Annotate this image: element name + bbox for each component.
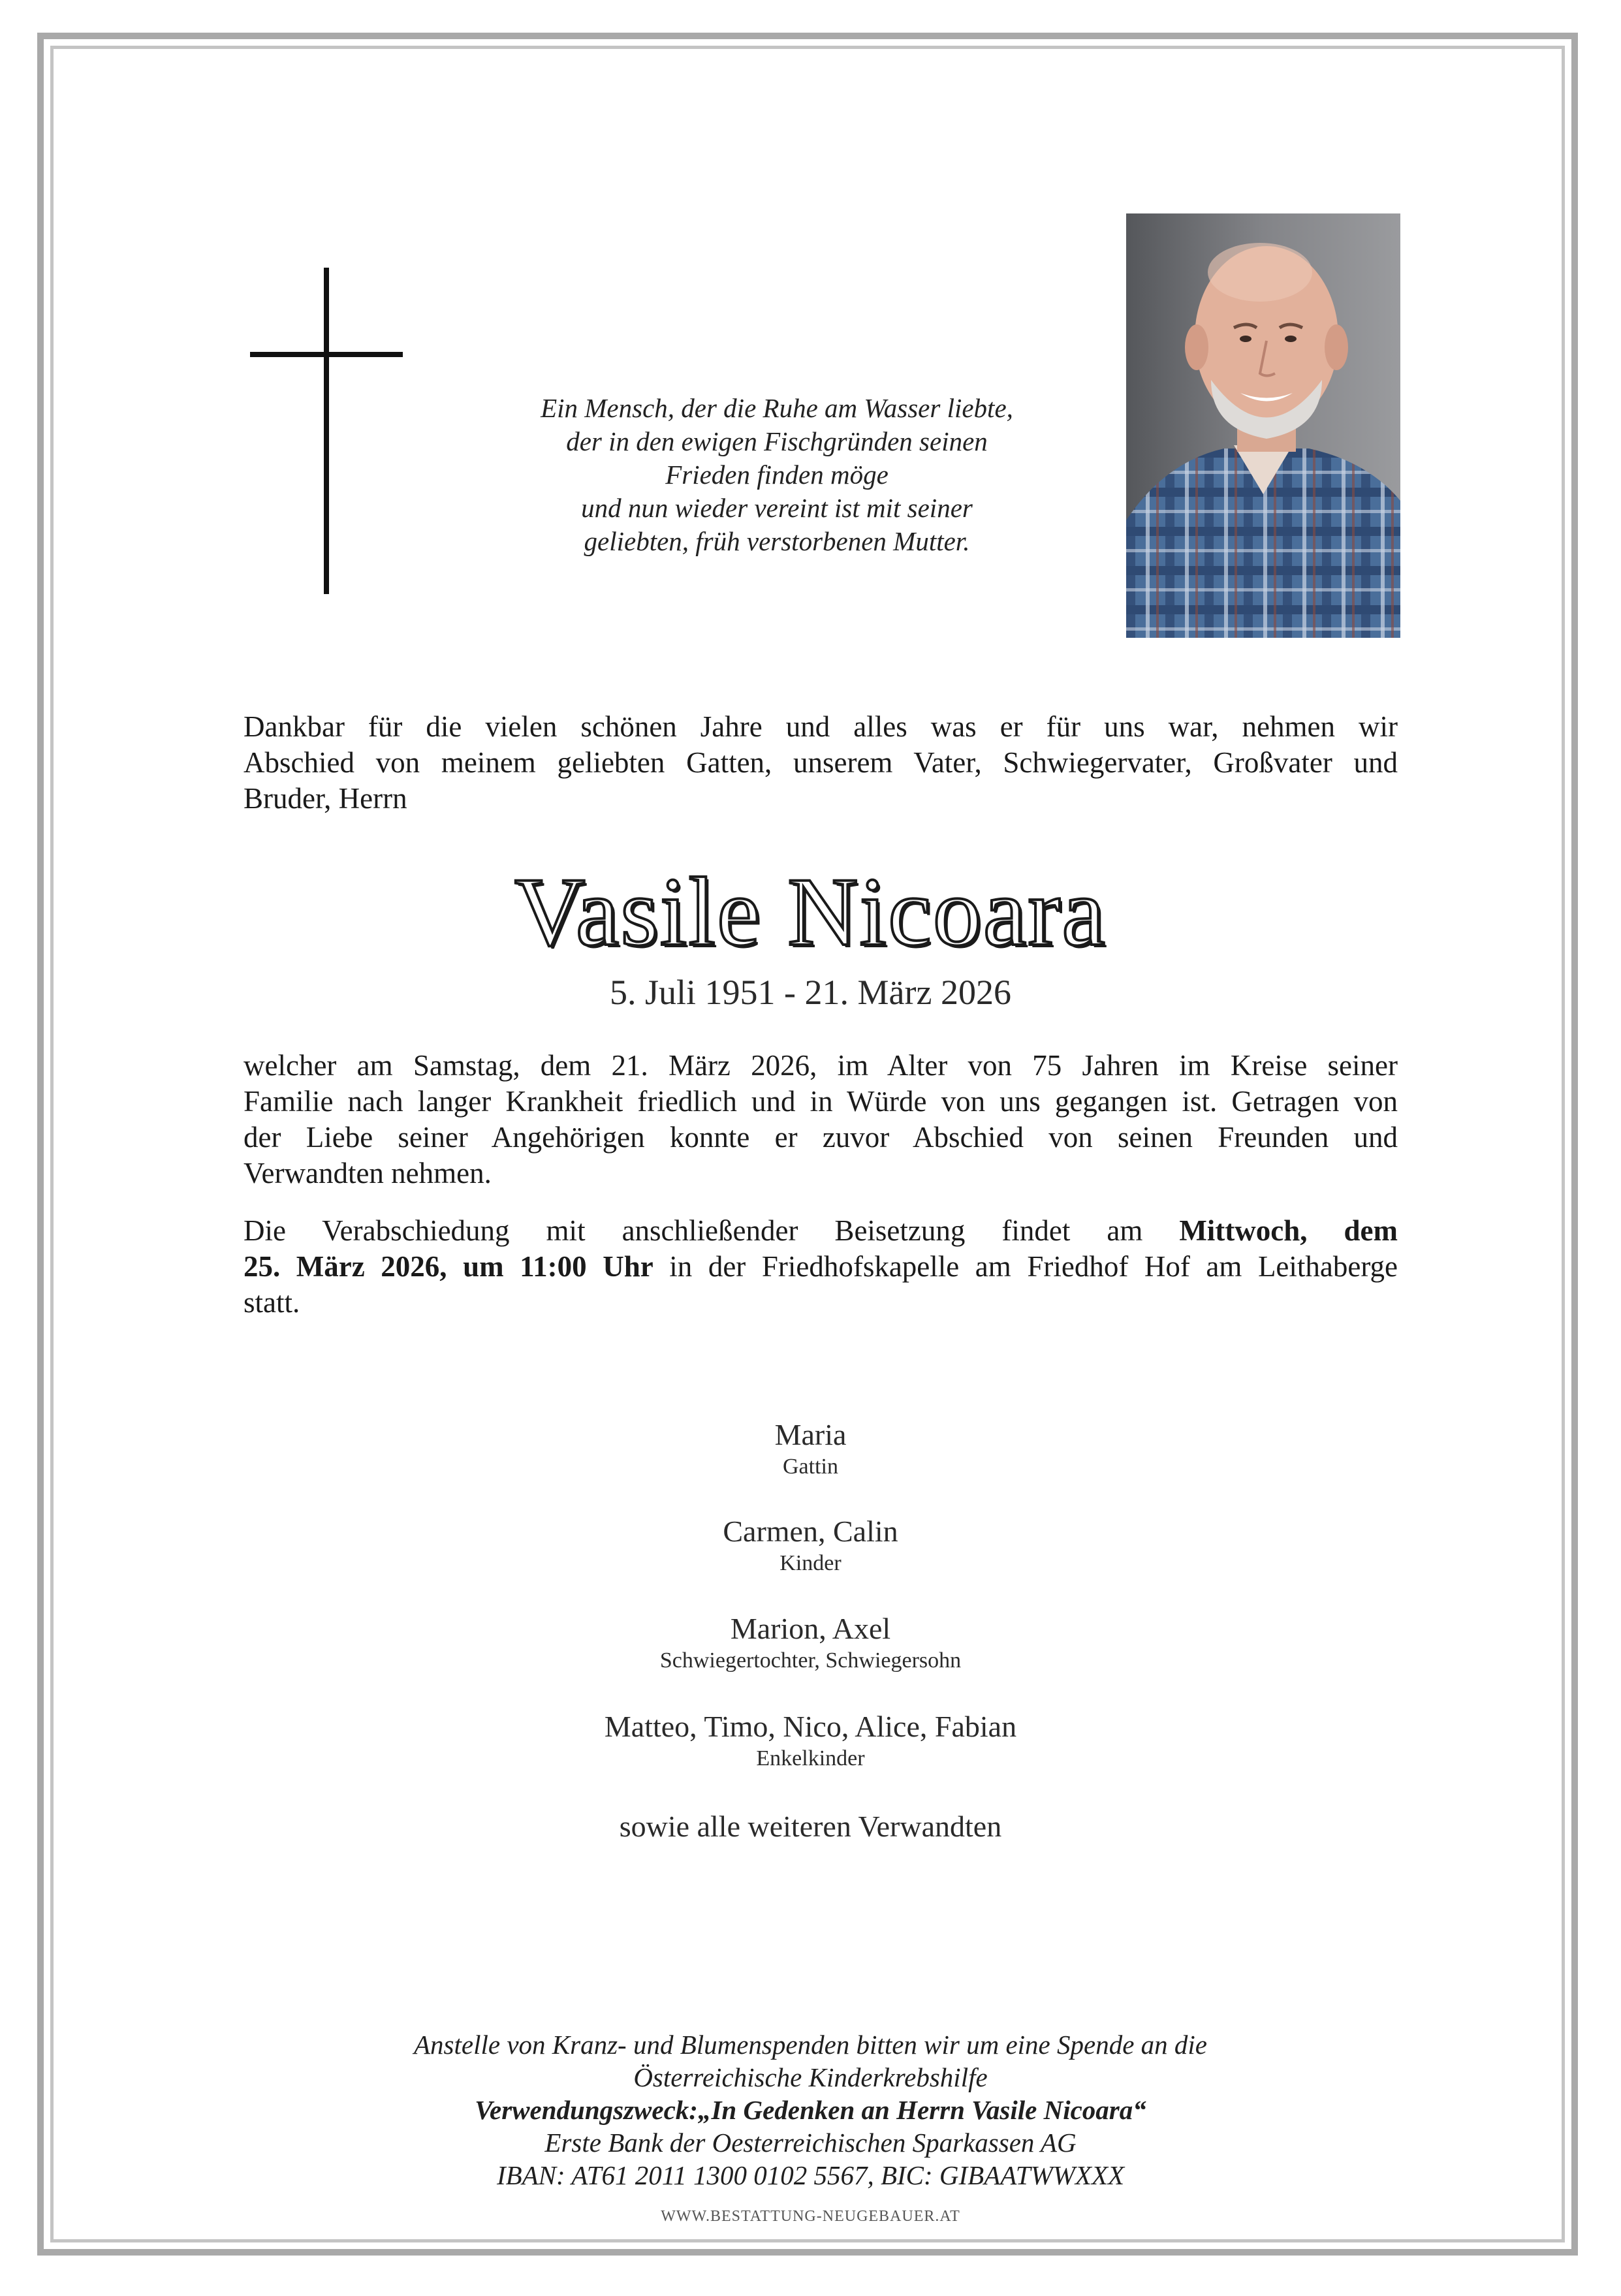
motto-line: Frieden finden möge: [665, 460, 889, 490]
mourner-names: Maria: [774, 1418, 847, 1451]
motto-verse: [450, 392, 1103, 558]
intro-line: Dankbar für die vielen schönen Jahre und alles was er für uns war, nehmen wir: [244, 710, 1398, 743]
mourner-relation: Gattin: [783, 1455, 838, 1479]
funeral-line: [244, 1249, 1398, 1285]
funeral-line: statt.: [244, 1286, 300, 1319]
portrait-illustration: [1126, 213, 1400, 638]
passing-paragraph: [244, 1048, 1398, 1191]
donation-notice: [0, 2028, 1621, 2192]
mourner-entry: [0, 1513, 1621, 1577]
motto-line: geliebten, früh verstorbenen Mutter.: [584, 526, 970, 556]
donation-bank: Erste Bank der Oesterreichischen Sparkassen AG: [544, 2128, 1077, 2158]
intro-paragraph: [244, 709, 1398, 817]
motto-line: Ein Mensch, der die Ruhe am Wasser liebte,: [541, 393, 1013, 423]
donation-line: Anstelle von Kranz- und Blumenspenden bitten wir um eine Spende an die: [414, 2030, 1207, 2060]
deceased-name: Vasile Nicoara: [514, 858, 1107, 966]
donation-iban: IBAN: AT61 2011 1300 0102 5567, BIC: GIBAATWWXXX: [496, 2160, 1125, 2190]
funeral-date-bold: Mittwoch, dem: [1179, 1214, 1398, 1247]
passing-line: welcher am Samstag, dem 21. März 2026, im Alter von 75 Jahren im Kreise seiner: [244, 1049, 1398, 1082]
motto-line: der in den ewigen Fischgründen seinen: [566, 426, 988, 456]
mourner-relation: Schwiegertochter, Schwiegersohn: [659, 1648, 962, 1673]
mourner-relation: Kinder: [779, 1551, 842, 1575]
mourner-entry: [0, 1611, 1621, 1675]
passing-line: Familie nach langer Krankheit friedlich und in Würde von uns gegangen ist. Getragen von: [244, 1085, 1398, 1118]
mourner-names: Matteo, Timo, Nico, Alice, Fabian: [604, 1710, 1017, 1743]
mourner-names: Marion, Axel: [730, 1612, 891, 1645]
mourner-entry: [0, 1417, 1621, 1481]
mourner-names: Carmen, Calin: [723, 1515, 898, 1548]
donation-purpose: Verwendungszweck:„In Gedenken an Herrn Vasile Nicoara“: [475, 2095, 1146, 2125]
passing-line: der Liebe seiner Angehörigen konnte er zuvor Abschied von seinen Freunden und: [244, 1121, 1398, 1154]
motto-line: und nun wieder vereint ist mit seiner: [581, 493, 973, 523]
intro-line: Bruder, Herrn: [244, 782, 407, 815]
mourner-relation: Enkelkinder: [756, 1746, 865, 1770]
funeral-line: [244, 1213, 1398, 1249]
donation-line: Österreichische Kinderkrebshilfe: [633, 2062, 988, 2092]
portrait-photo: [1126, 213, 1400, 638]
funeral-location: in der Friedhofskapelle am Friedhof Hof am Leithaberge: [653, 1250, 1398, 1283]
life-dates: 5. Juli 1951 - 21. März 2026: [610, 973, 1011, 1012]
intro-line: Abschied von meinem geliebten Gatten, unserem Vater, Schwiegervater, Großvater und: [244, 746, 1398, 779]
funeral-time-bold: 25. März 2026, um 11:00 Uhr: [244, 1250, 653, 1283]
cross-vertical-bar: [324, 268, 329, 594]
website-url: WWW.BESTATTUNG-NEUGEBAUER.AT: [661, 2208, 960, 2225]
cross-horizontal-bar: [250, 352, 403, 357]
passing-line: Verwandten nehmen.: [244, 1157, 492, 1189]
funeral-paragraph: [244, 1213, 1398, 1321]
closing-line: sowie alle weiteren Verwandten: [619, 1810, 1002, 1843]
funeral-text: Die Verabschiedung mit anschließender Beisetzung findet am: [244, 1214, 1180, 1247]
mourner-entry: [0, 1708, 1621, 1772]
